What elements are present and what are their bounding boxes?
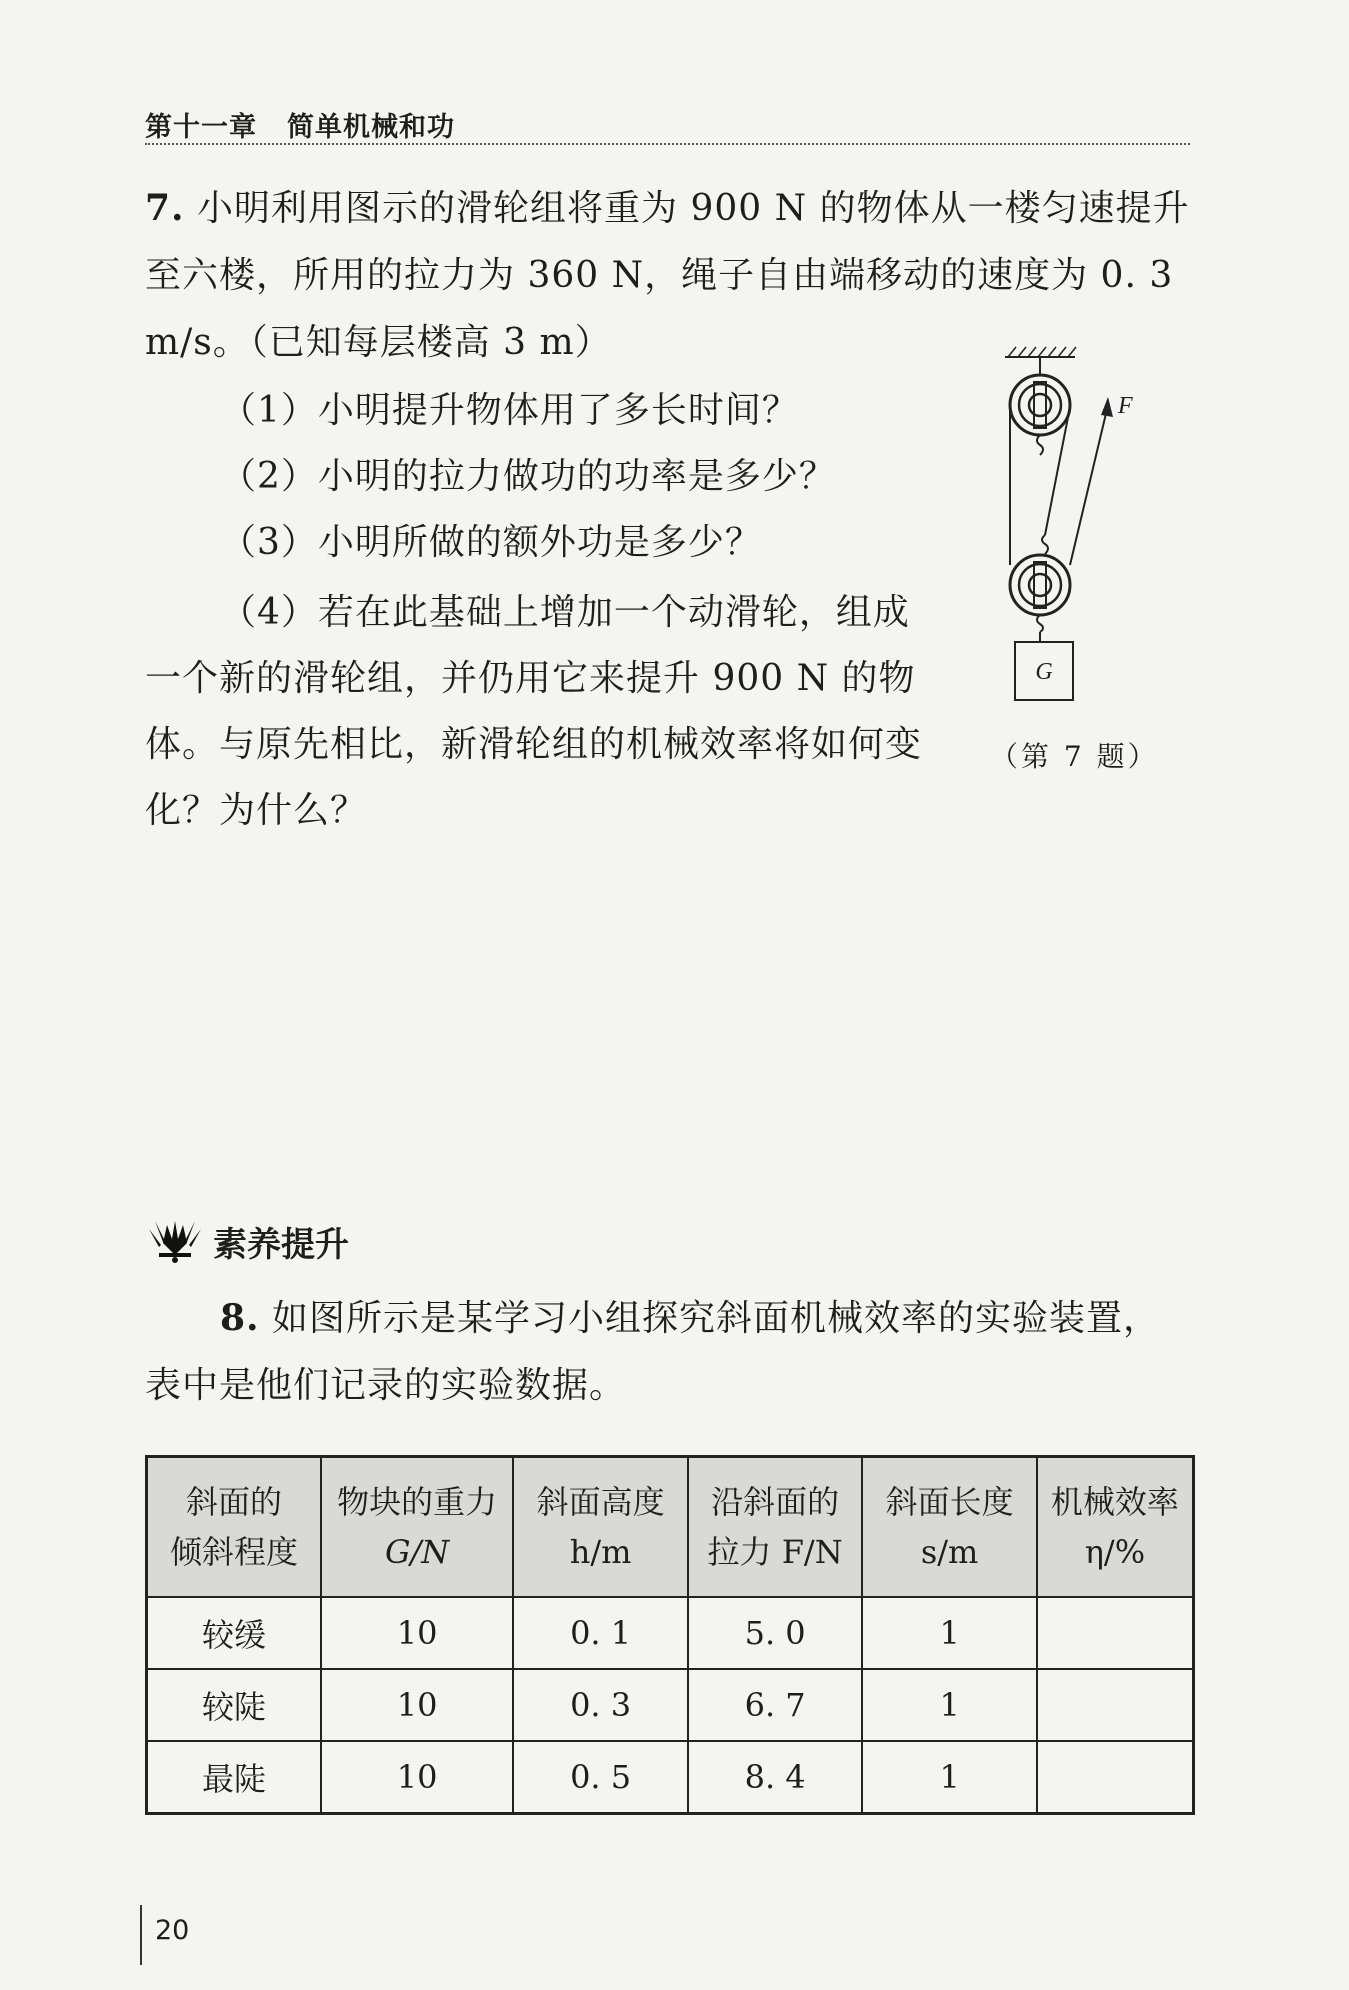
page-number-bar <box>140 1905 142 1965</box>
figure-caption: （第 7 题） <box>990 740 1159 773</box>
table-cell: 较缓 <box>147 1597 321 1669</box>
table-cell-empty <box>1037 1741 1194 1814</box>
section-title: 素养提升 <box>213 1225 349 1265</box>
table-row <box>147 1597 1194 1669</box>
table-cell: 较陡 <box>147 1669 321 1741</box>
table-row <box>147 1669 1194 1741</box>
table-header-cell: 斜面高度 h/m <box>513 1457 688 1598</box>
fixed-pulley-icon <box>1010 375 1070 435</box>
question-7-part-4: （4）若在此基础上增加一个动滑轮，组成一个新的滑轮组，并仍用它来提升 900 N 的物体。与原先相比，新滑轮组的机械效率将如何变化？为什么？ <box>145 592 923 831</box>
table-cell: 1 <box>862 1741 1037 1814</box>
question-8-number: 8. <box>220 1297 260 1339</box>
table-cell: 8. 4 <box>688 1741 863 1814</box>
table-cell: 6. 7 <box>688 1669 863 1741</box>
table-cell: 0. 5 <box>513 1741 688 1814</box>
table-header-cell: 斜面的 倾斜程度 <box>147 1457 321 1598</box>
table-cell: 5. 0 <box>688 1597 863 1669</box>
table-cell: 10 <box>321 1741 513 1814</box>
table-cell: 0. 3 <box>513 1669 688 1741</box>
table-cell: 10 <box>321 1669 513 1741</box>
crown-icon <box>145 1215 205 1263</box>
table-header-cell: 机械效率 η/% <box>1037 1457 1194 1598</box>
table-header-row <box>147 1457 1194 1598</box>
data-table <box>145 1455 1195 1815</box>
page-number: 20 <box>155 1915 190 1946</box>
question-7-stem: 小明利用图示的滑轮组将重为 900 N 的物体从一楼匀速提升至六楼，所用的拉力为 360 N，绳子自由端移动的速度为 0. 3 m/s。（已知每层楼高 3 m） <box>145 188 1190 363</box>
question-7-number: 7. <box>145 187 185 229</box>
chapter-title: 简单机械和功 <box>287 112 455 143</box>
table-cell: 最陡 <box>147 1741 321 1814</box>
table-header-cell: 沿斜面的 拉力 F/N <box>688 1457 863 1598</box>
table-row <box>147 1741 1194 1814</box>
table-header-cell: 斜面长度 s/m <box>862 1457 1037 1598</box>
question-7-part-3: （3）小明所做的额外功是多少？ <box>220 522 762 563</box>
table-cell-empty <box>1037 1597 1194 1669</box>
header-divider <box>145 143 1190 145</box>
chapter-number: 第十一章 <box>145 112 257 143</box>
question-7-part-1: （1）小明提升物体用了多长时间？ <box>220 390 799 431</box>
force-label: F <box>1118 393 1133 419</box>
question-8-stem: 如图所示是某学习小组探究斜面机械效率的实验装置，表中是他们记录的实验数据。 <box>145 1298 1161 1406</box>
chapter-header <box>145 105 1185 144</box>
table-cell-empty <box>1037 1669 1194 1741</box>
question-7-part-2: （2）小明的拉力做功的功率是多少？ <box>220 456 836 497</box>
question-8-text <box>145 1285 1195 1419</box>
table-header-cell: 物块的重力 G/N <box>321 1457 513 1598</box>
table-cell: 1 <box>862 1597 1037 1669</box>
table-cell: 0. 1 <box>513 1597 688 1669</box>
moving-pulley-icon <box>1010 555 1070 615</box>
table-cell: 10 <box>321 1597 513 1669</box>
table-cell: 1 <box>862 1669 1037 1741</box>
pulley-system-figure <box>990 345 1140 715</box>
weight-label: G <box>1035 659 1053 685</box>
